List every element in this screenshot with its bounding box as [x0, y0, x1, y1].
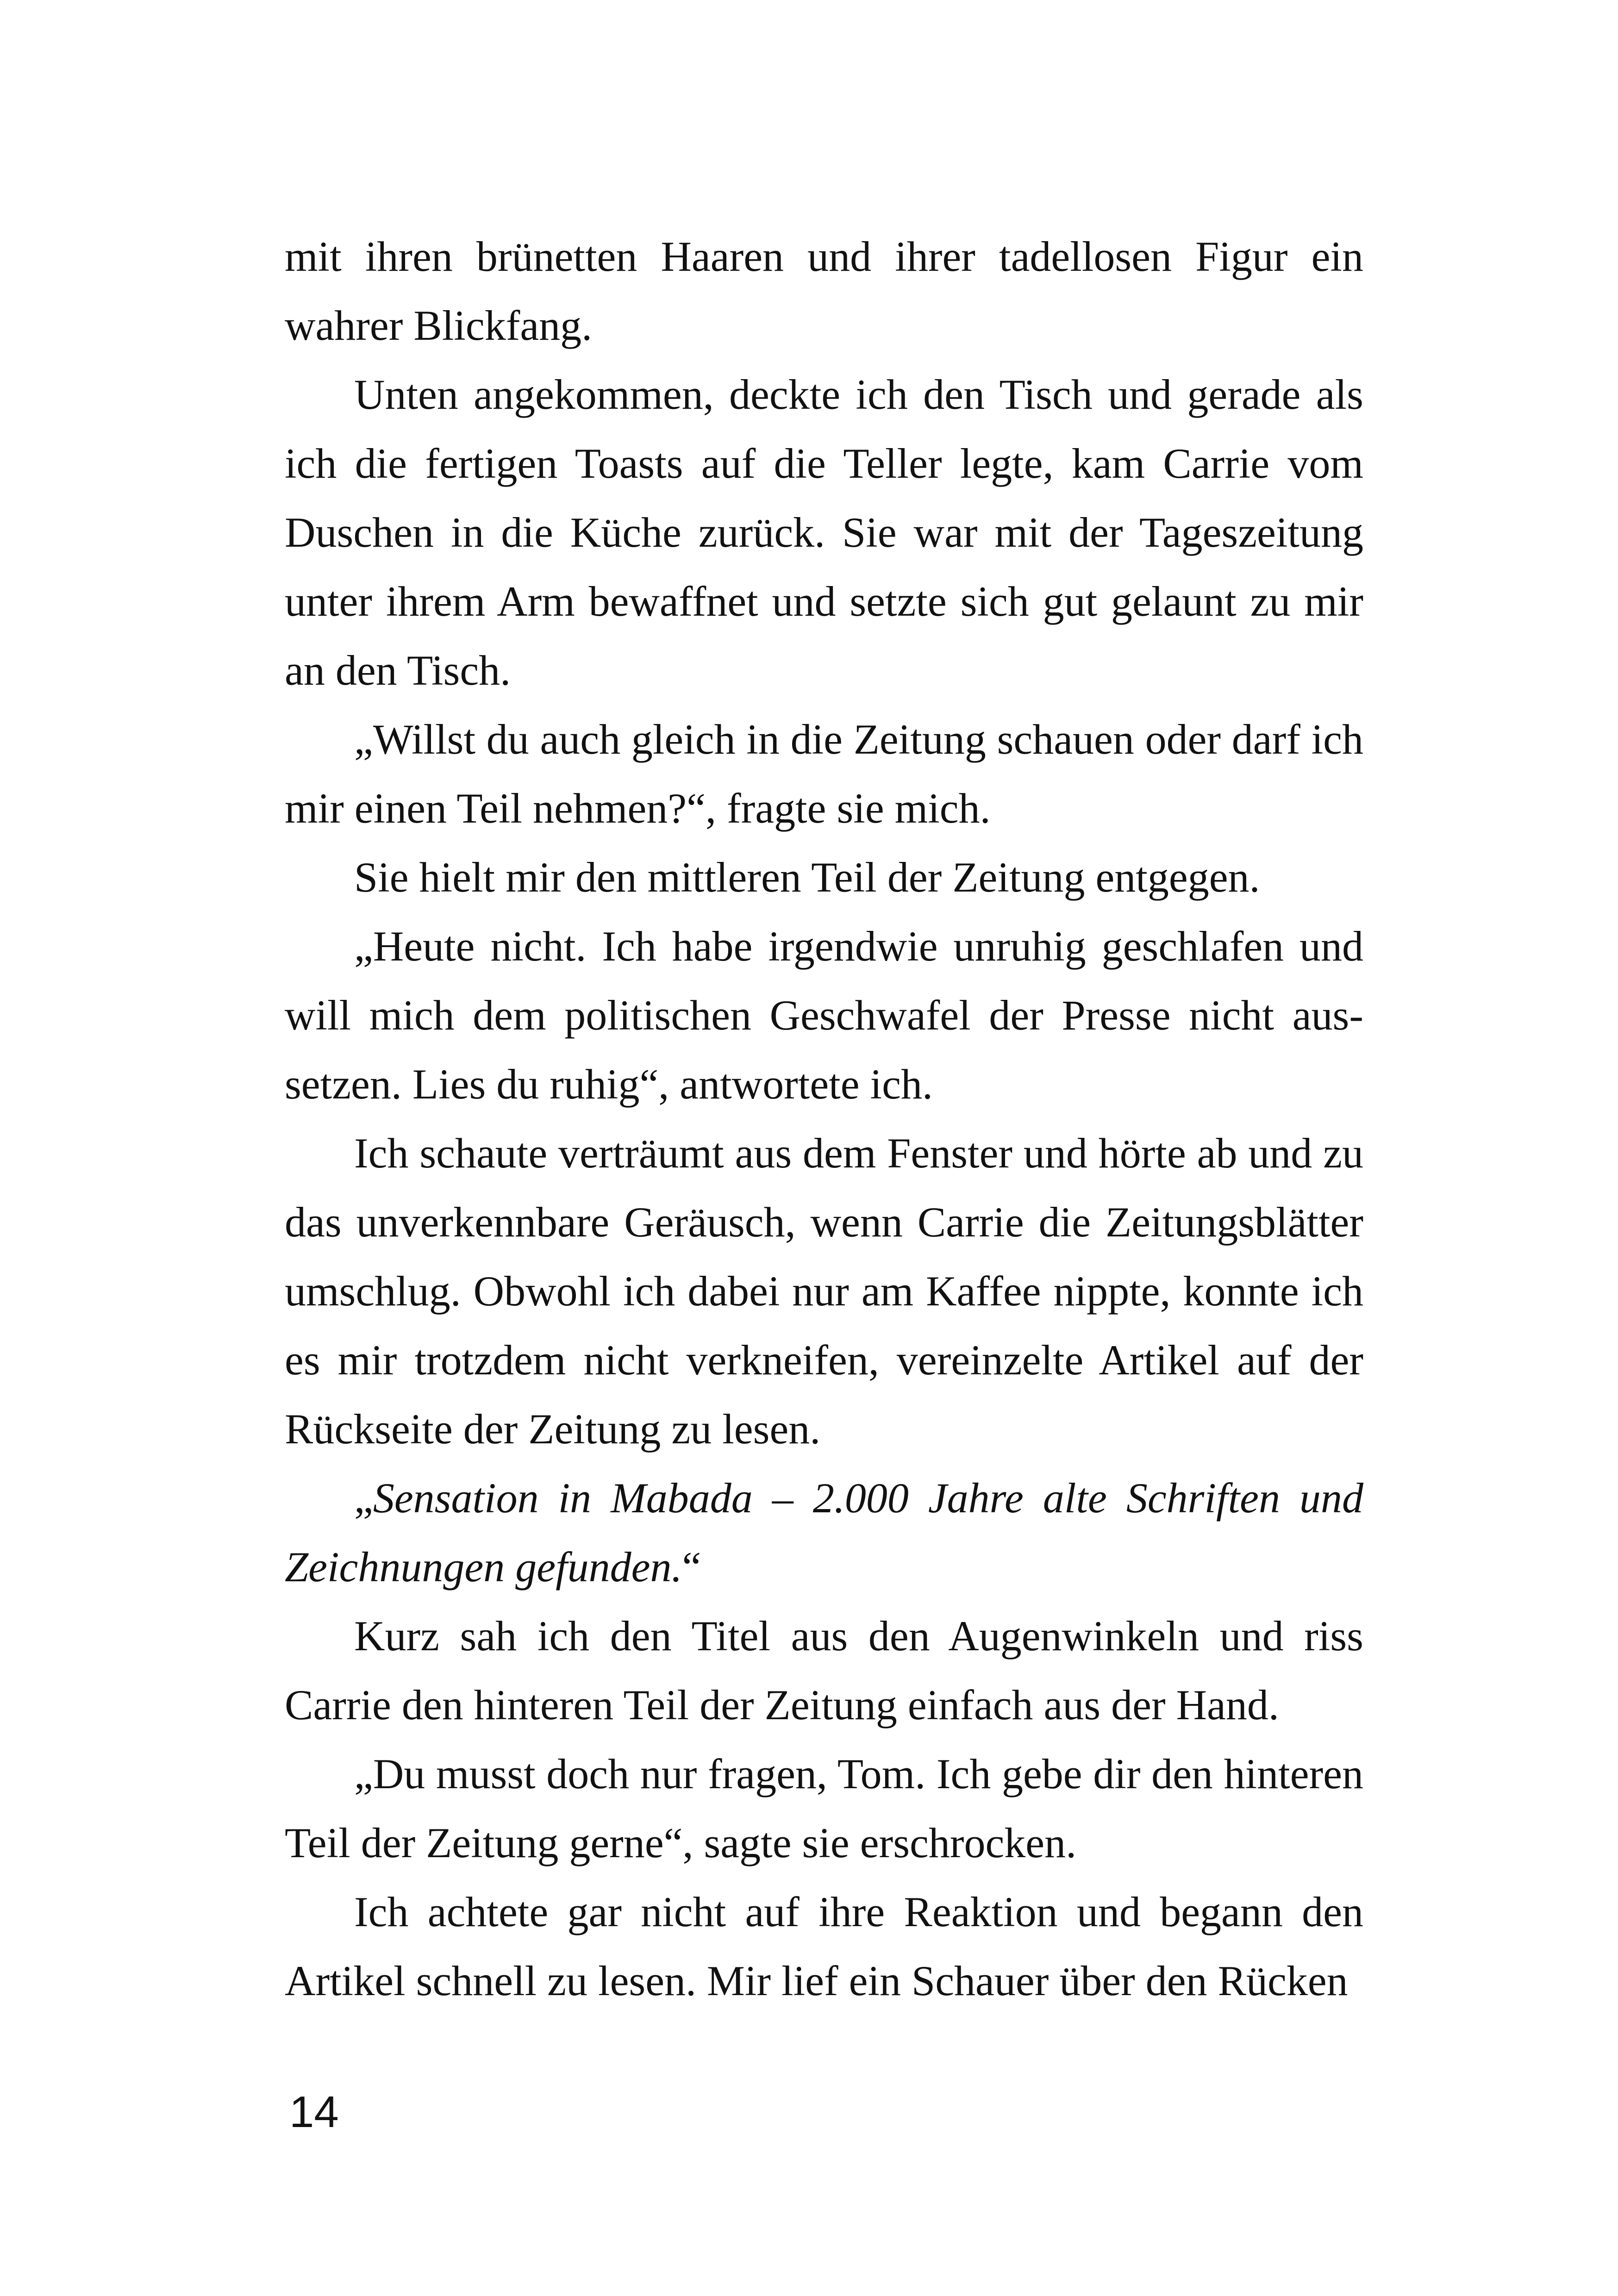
paragraph: „Du musst doch nur fragen, Tom. Ich gebe dir den hinteren Teil der Zeitung gerne“, sagte sie erschrocken.: [285, 1750, 1363, 1866]
paragraph: Sie hielt mir den mittleren Teil der Zeitung entgegen.: [354, 854, 1260, 901]
paragraph: „Heute nicht. Ich habe irgendwie unruhig geschlafen und will mich dem politischen Geschwafel der Presse nicht aussetzen. Lies du ruhig“, antwortete ich.: [285, 923, 1363, 1108]
paragraph: mit ihren brünetten Haaren und ihrer tadellosen Figur ein wahrer Blickfang.: [285, 233, 1363, 349]
opening-quote: „: [354, 1474, 373, 1522]
paragraph: Kurz sah ich den Titel aus den Augenwinkeln und riss Carrie den hinteren Teil der Zeitung einfach aus der Hand.: [285, 1612, 1363, 1728]
paragraph: Ich schaute verträumt aus dem Fenster und hörte ab und zu das unverkennbare Geräusch, wenn Carrie die Zeitungsblätter umschlug. Obwohl ich dabei nur am Kaffee nippte, konnte ich es mir trotzdem nicht verkneifen, vereinzelte Artikel auf der Rückseite der Zeitung zu lesen.: [285, 1129, 1363, 1453]
newspaper-headline: Sensation in Mabada – 2.000 Jahre alte Schriften und Zeichnungen gefunden.: [285, 1474, 1363, 1591]
closing-quote: “: [682, 1543, 701, 1591]
page-number: 14: [289, 2087, 339, 2137]
paragraph: Ich achtete gar nicht auf ihre Reaktion und begann den Artikel schnell zu lesen. Mir lief ein Schauer über den Rücken: [285, 1888, 1363, 2004]
body-text: [285, 222, 1363, 2015]
paragraph: „Willst du auch gleich in die Zeitung schauen oder darf ich mir einen Teil nehmen?“, fragte sie mich.: [285, 716, 1363, 832]
paragraph: Unten angekommen, deckte ich den Tisch und gerade als ich die fertigen Toasts auf die Teller legte, kam Carrie vom Duschen in die Küche zurück. Sie war mit der Tageszeitung unter ihrem Arm bewaffnet und setzte sich gut gelaunt zu mir an den Tisch.: [285, 371, 1363, 694]
headline-quote-paragraph: [285, 1464, 1363, 1602]
